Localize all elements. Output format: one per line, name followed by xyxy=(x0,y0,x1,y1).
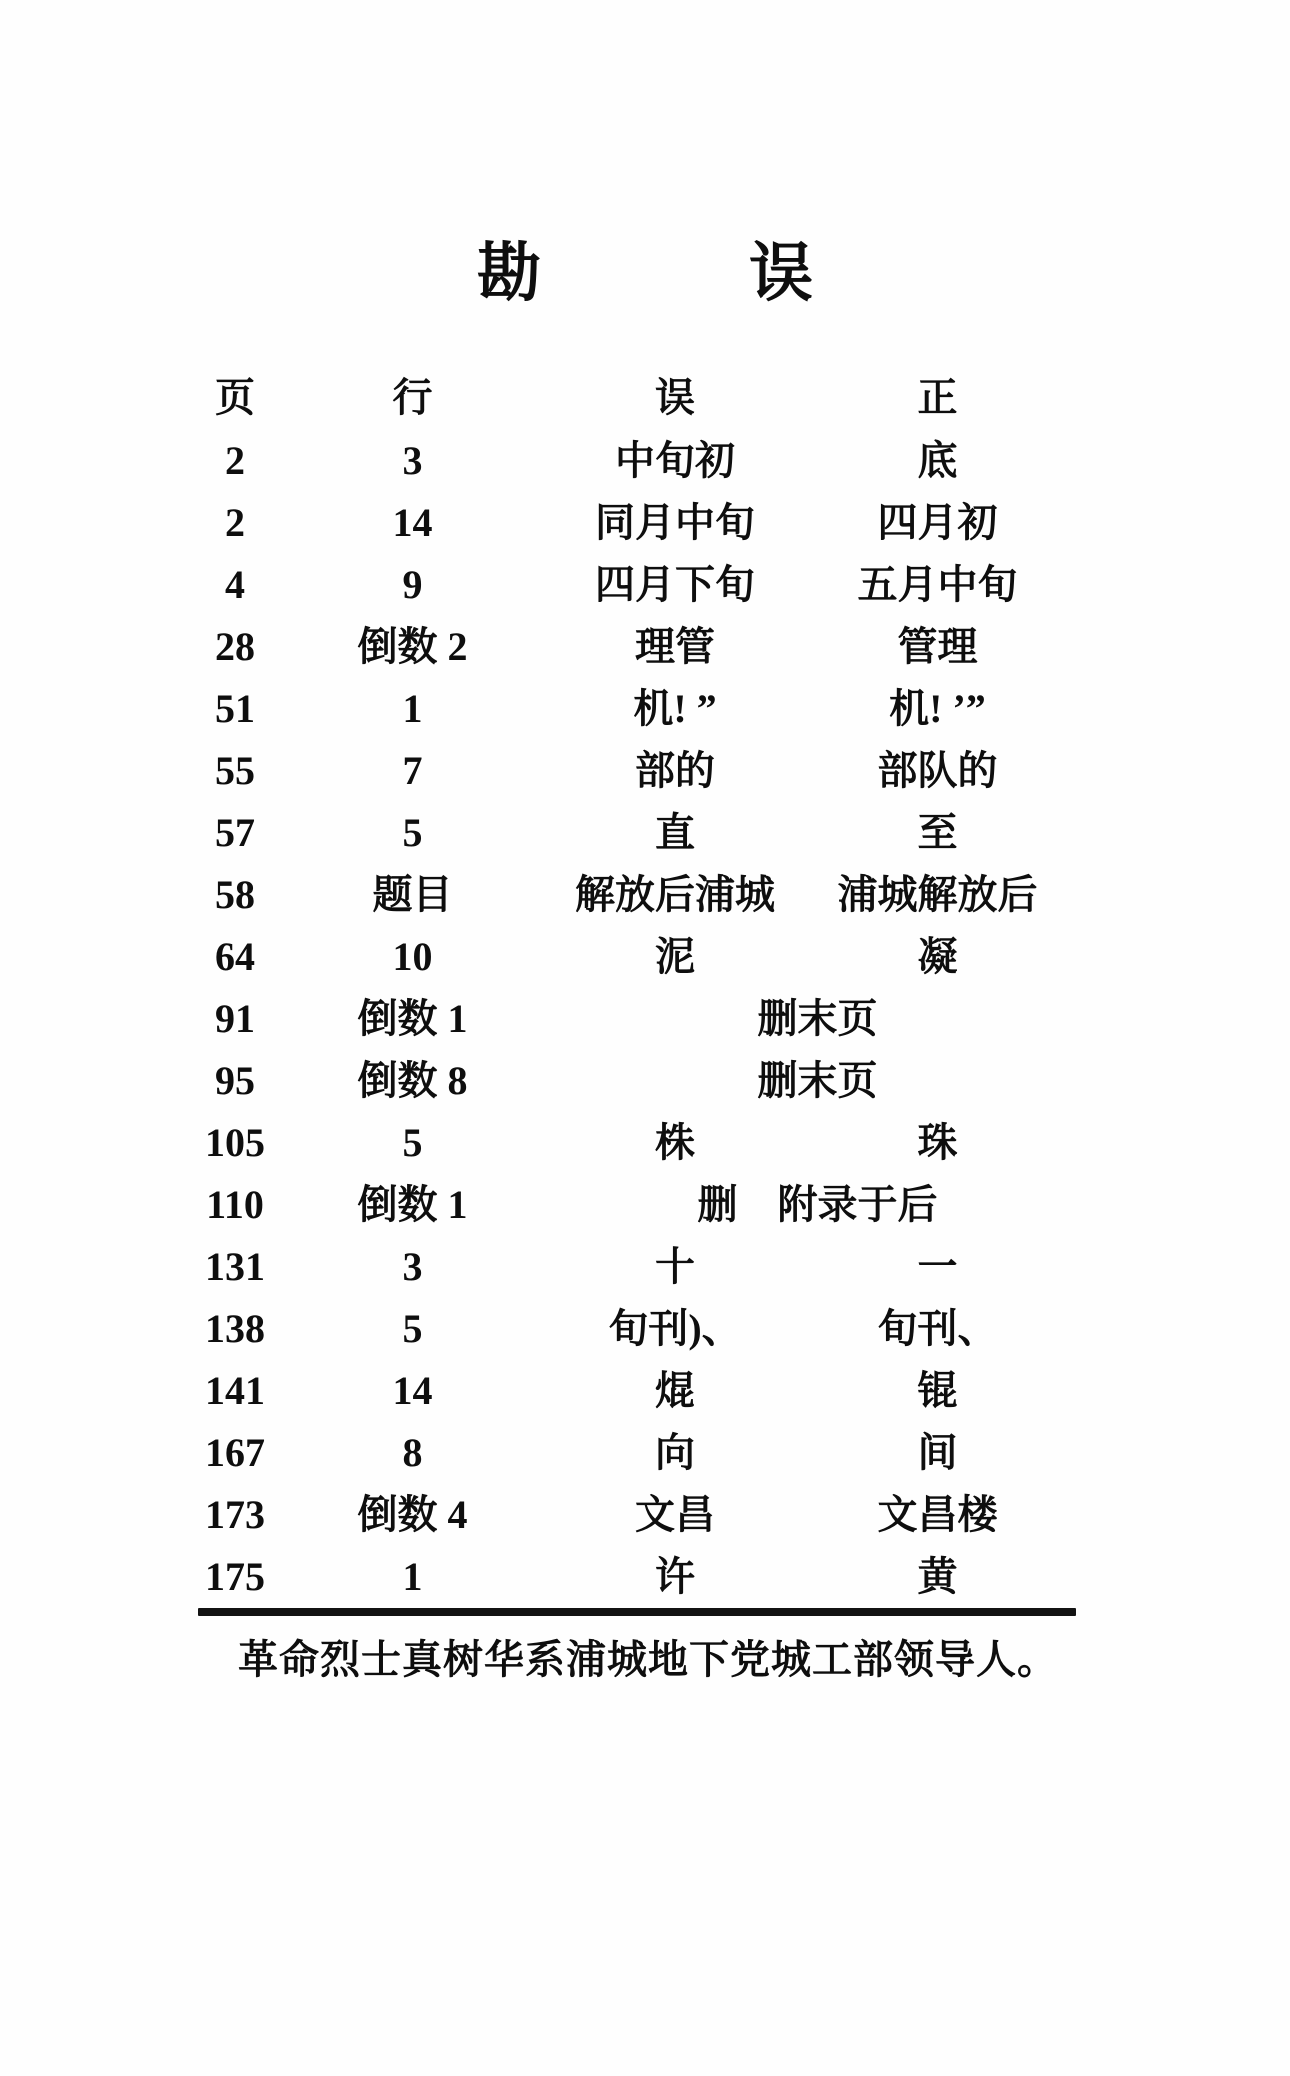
table-row xyxy=(200,1298,1080,1360)
cell-line-number: 8 xyxy=(402,1430,423,1475)
cell-line-number: 7 xyxy=(402,748,423,793)
cell-wrong-text: 部的 xyxy=(635,748,715,793)
table-row xyxy=(200,492,1080,554)
cell-line-number: 1 xyxy=(402,686,423,731)
cell-correct-text: 凝 xyxy=(917,934,958,979)
cell-page-number: 173 xyxy=(205,1492,265,1537)
cell-wrong-text: 旬刊)、 xyxy=(608,1306,742,1351)
cell-page-number: 110 xyxy=(206,1182,264,1227)
page-title-char: 误 xyxy=(749,238,813,309)
table-header-row xyxy=(200,365,1080,430)
cell-line-number: 倒数 1 xyxy=(357,996,468,1041)
cell-wrong-text: 十 xyxy=(655,1244,695,1289)
cell-wrong-text: 理管 xyxy=(635,624,715,669)
cell-correct-text: 机! ’” xyxy=(889,686,986,731)
table-row xyxy=(200,740,1080,802)
page-title-char: 勘 xyxy=(477,238,541,309)
table-row xyxy=(200,1236,1080,1298)
cell-line-number: 倒数 8 xyxy=(357,1058,468,1103)
cell-wrong-text: 机! ” xyxy=(633,686,717,731)
cell-correct-text: 旬刊、 xyxy=(877,1306,998,1351)
cell-line-number: 倒数 2 xyxy=(357,624,468,669)
footnote: 革命烈士真树华系浦城地下党城工部领导人。 xyxy=(238,1637,1058,1682)
cell-wrong-text: 文昌 xyxy=(635,1492,715,1537)
cell-wrong-text: 许 xyxy=(655,1554,695,1599)
cell-page-number: 95 xyxy=(215,1058,255,1103)
cell-correct-text: 浦城解放后 xyxy=(837,872,1038,917)
table-row xyxy=(200,802,1080,864)
cell-page-number: 105 xyxy=(205,1120,265,1165)
cell-line-number: 5 xyxy=(402,1306,423,1351)
cell-page-number: 138 xyxy=(205,1306,265,1351)
cell-page-number: 58 xyxy=(215,872,255,917)
table-row xyxy=(200,430,1080,492)
table-row xyxy=(200,678,1080,740)
cell-page-number: 2 xyxy=(225,500,245,545)
cell-line-number: 3 xyxy=(402,438,423,483)
cell-page-number: 131 xyxy=(205,1244,265,1289)
cell-correct-text: 底 xyxy=(917,438,958,483)
table-row xyxy=(200,1360,1080,1422)
cell-line-number: 题目 xyxy=(372,872,453,917)
cell-span-note: 删 附录于后 xyxy=(697,1182,938,1227)
header-line-column: 行 xyxy=(392,374,433,420)
cell-page-number: 2 xyxy=(225,438,245,483)
cell-correct-text: 四月初 xyxy=(877,500,998,545)
header-wrong-column: 误 xyxy=(655,374,695,420)
table-row xyxy=(200,926,1080,988)
cell-page-number: 51 xyxy=(215,686,255,731)
table-row xyxy=(200,1112,1080,1174)
cell-page-number: 141 xyxy=(205,1368,265,1413)
header-correct-column: 正 xyxy=(917,374,958,420)
cell-line-number: 倒数 1 xyxy=(357,1182,468,1227)
page-title xyxy=(0,238,1290,309)
cell-line-number: 10 xyxy=(392,934,433,979)
cell-page-number: 64 xyxy=(215,934,255,979)
cell-correct-text: 黄 xyxy=(917,1554,958,1599)
header-page-column: 页 xyxy=(215,374,255,420)
cell-correct-text: 间 xyxy=(917,1430,958,1475)
cell-wrong-text: 直 xyxy=(655,810,695,855)
cell-span-note: 删末页 xyxy=(757,1058,878,1103)
errata-table xyxy=(200,365,1080,1608)
table-row xyxy=(200,1174,1080,1236)
table-row xyxy=(200,1050,1080,1112)
cell-page-number: 4 xyxy=(225,562,245,607)
cell-wrong-text: 向 xyxy=(655,1430,695,1475)
cell-page-number: 57 xyxy=(215,810,255,855)
table-row xyxy=(200,616,1080,678)
cell-wrong-text: 泥 xyxy=(655,934,695,979)
cell-correct-text: 部队的 xyxy=(877,748,998,793)
cell-line-number: 9 xyxy=(402,562,423,607)
cell-line-number: 倒数 4 xyxy=(357,1492,468,1537)
cell-page-number: 167 xyxy=(205,1430,265,1475)
cell-correct-text: 至 xyxy=(917,810,958,855)
cell-span-note: 删末页 xyxy=(757,996,878,1041)
cell-wrong-text: 四月下旬 xyxy=(595,562,755,607)
cell-correct-text: 管理 xyxy=(897,624,978,669)
cell-correct-text: 锟 xyxy=(917,1368,958,1413)
table-row xyxy=(200,988,1080,1050)
cell-wrong-text: 解放后浦城 xyxy=(575,872,775,917)
cell-wrong-text: 株 xyxy=(655,1120,695,1165)
errata-table-body xyxy=(200,430,1080,1608)
table-row xyxy=(200,1484,1080,1546)
table-row xyxy=(200,864,1080,926)
cell-line-number: 1 xyxy=(402,1554,423,1599)
cell-line-number: 14 xyxy=(392,1368,433,1413)
table-row xyxy=(200,1546,1080,1608)
table-row xyxy=(200,554,1080,616)
cell-correct-text: 一 xyxy=(917,1244,958,1289)
cell-correct-text: 文昌楼 xyxy=(877,1492,998,1537)
cell-page-number: 91 xyxy=(215,996,255,1041)
cell-wrong-text: 焜 xyxy=(655,1368,695,1413)
table-row xyxy=(200,1422,1080,1484)
cell-correct-text: 五月中旬 xyxy=(857,562,1018,607)
cell-line-number: 5 xyxy=(402,810,423,855)
cell-page-number: 175 xyxy=(205,1554,265,1599)
cell-wrong-text: 中旬初 xyxy=(615,438,735,483)
cell-correct-text: 珠 xyxy=(917,1120,958,1165)
cell-wrong-text: 同月中旬 xyxy=(595,500,755,545)
cell-page-number: 28 xyxy=(215,624,255,669)
table-bottom-rule xyxy=(198,1608,1076,1616)
cell-line-number: 5 xyxy=(402,1120,423,1165)
cell-page-number: 55 xyxy=(215,748,255,793)
cell-line-number: 14 xyxy=(392,500,433,545)
cell-line-number: 3 xyxy=(402,1244,423,1289)
